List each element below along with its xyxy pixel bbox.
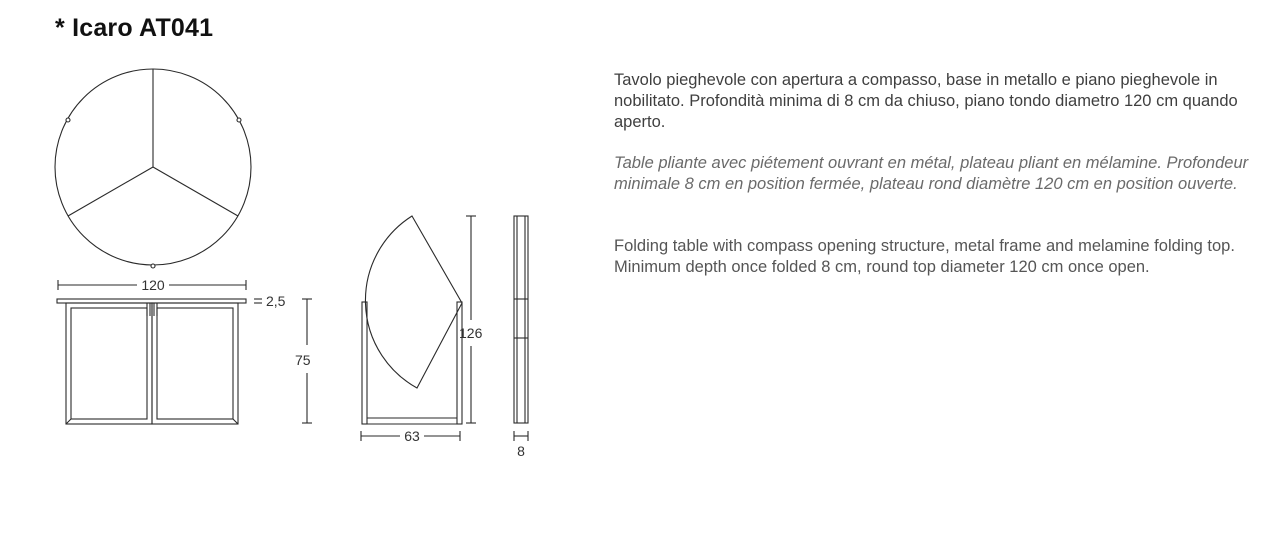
folded-width-dimension-label: 63: [404, 428, 420, 444]
front-view-drawing: [57, 299, 246, 424]
description-english: Folding table with compass opening structure, metal frame and melamine folding top. Minimum depth once folded 8 cm, round top diameter 120 cm once open.: [614, 237, 1235, 276]
folded-depth-dimension-label: 8: [517, 443, 525, 459]
thickness-dimension-label: 2,5: [266, 293, 286, 309]
top-view-drawing: [55, 69, 251, 268]
product-title: * Icaro AT041: [55, 14, 214, 42]
description-french: Table pliante avec piétement ouvrant en métal, plateau pliant en mélamine. Profondeur minimale 8 cm en position fermée, plateau rond diamètre 120 cm en position ouverte.: [614, 154, 1249, 193]
thickness-dimension-line: [254, 299, 262, 303]
folded-height-dimension-label: 126: [459, 325, 483, 341]
folded-height-dimension-line: [466, 216, 476, 423]
folded-thickness-view-drawing: [514, 216, 528, 423]
folded-side-view-drawing: [362, 216, 462, 424]
description-italian: Tavolo pieghevole con apertura a compasso, base in metallo e piano pieghevole in nobilitato. Profondità minima di 8 cm da chiuso, piano tondo diametro 120 cm quando aperto.: [614, 71, 1238, 131]
height-dimension-label: 75: [295, 352, 311, 368]
width-dimension-label: 120: [141, 277, 165, 293]
folded-depth-dimension-line: [514, 431, 528, 441]
technical-drawings: [0, 0, 600, 553]
